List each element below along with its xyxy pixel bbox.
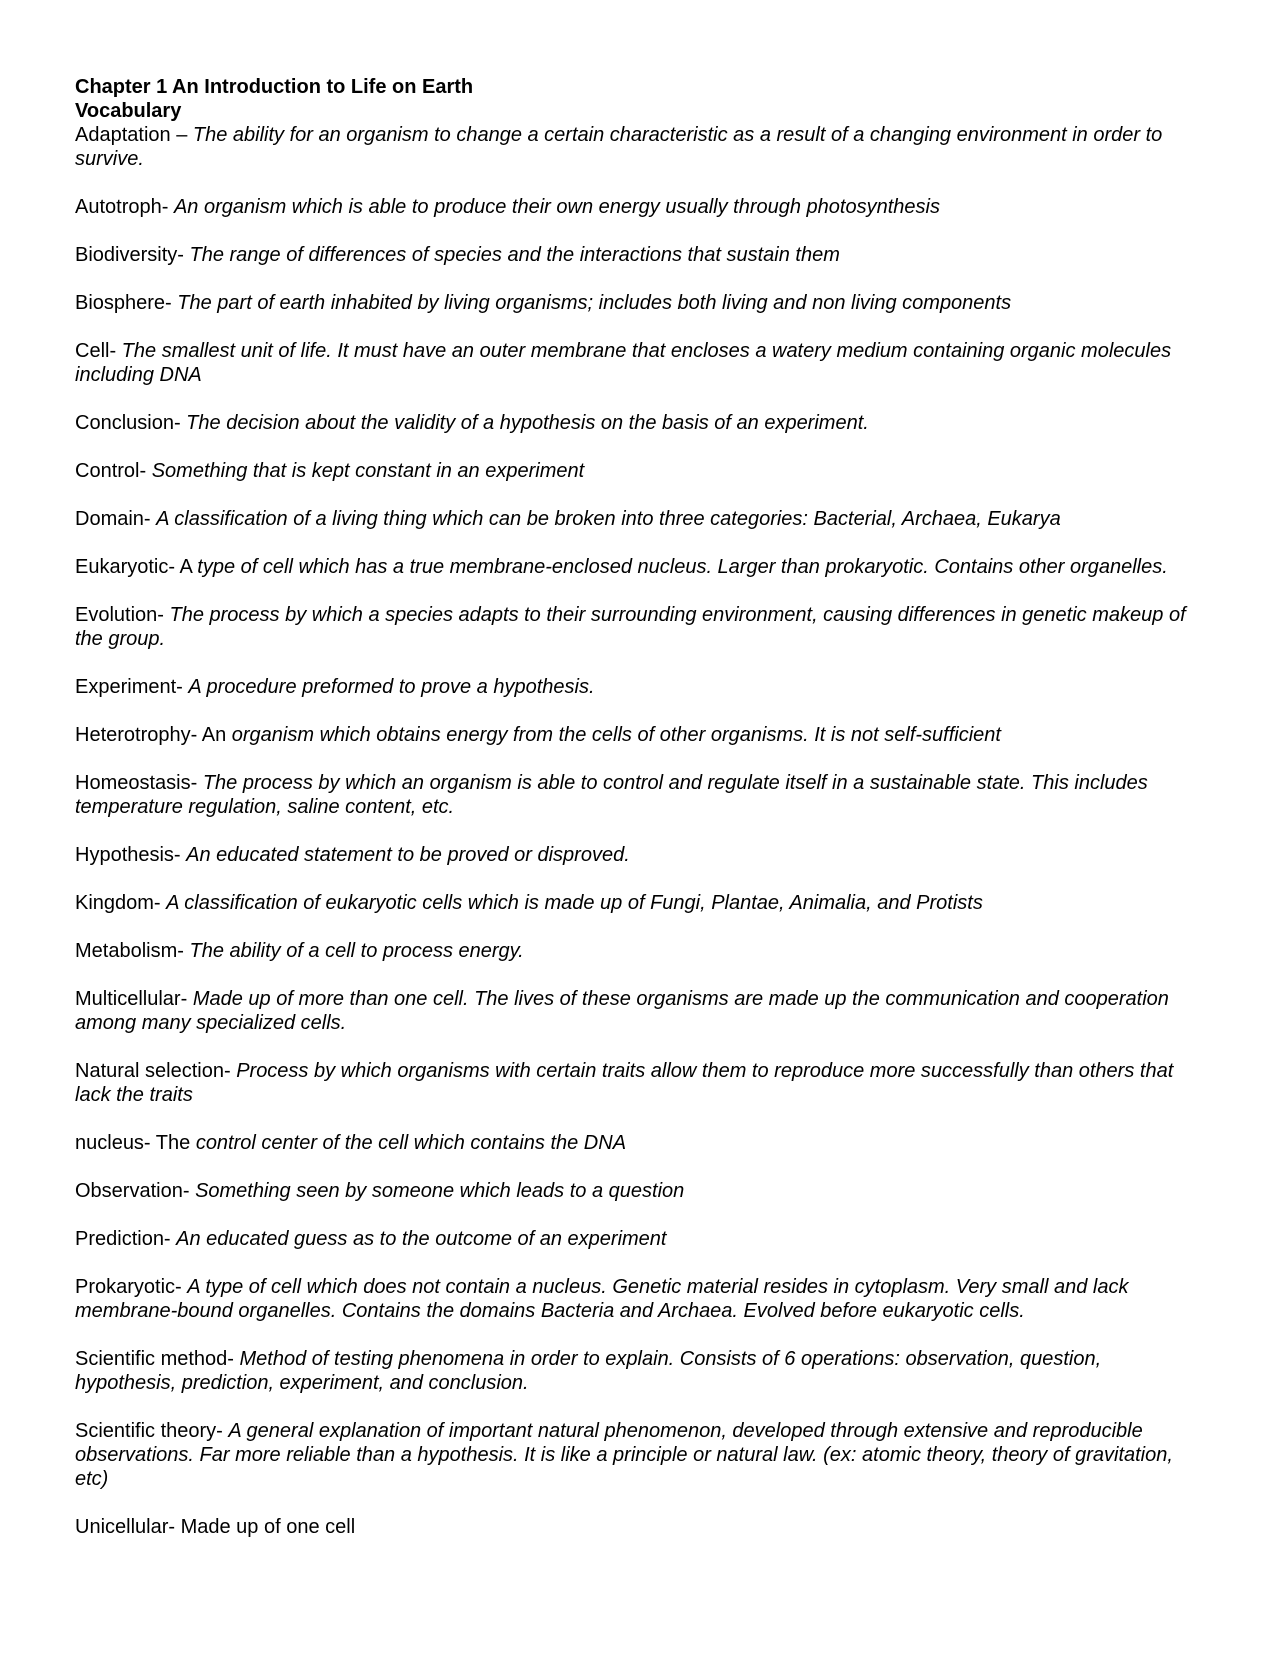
vocabulary-term: Natural selection-	[75, 1060, 237, 1082]
section-heading: Vocabulary	[75, 100, 182, 122]
vocabulary-term: Prokaryotic-	[75, 1276, 188, 1298]
vocabulary-entry	[75, 1419, 1205, 1491]
vocabulary-entry	[75, 507, 1205, 531]
vocabulary-entry	[75, 939, 1205, 963]
vocabulary-term: Prediction-	[75, 1228, 177, 1250]
vocabulary-definition: The process by which a species adapts to their surrounding environment, causing differences in genetic makeup of the group.	[75, 604, 1186, 650]
vocabulary-term: Biodiversity-	[75, 244, 190, 266]
vocabulary-entry	[75, 1515, 1205, 1539]
vocabulary-term: Homeostasis-	[75, 772, 203, 794]
vocabulary-definition: An organism which is able to produce their own energy usually through photosynthesis	[173, 196, 940, 218]
vocabulary-term: Experiment-	[75, 676, 189, 698]
vocabulary-term: Metabolism-	[75, 940, 190, 962]
vocabulary-definition: A classification of a living thing which can be broken into three categories: Bacterial, Archaea, Eukarya	[156, 508, 1061, 530]
vocabulary-entry	[75, 243, 1205, 267]
vocabulary-definition: The part of earth inhabited by living organisms; includes both living and non living components	[177, 292, 1012, 314]
vocabulary-definition: The ability for an organism to change a certain characteristic as a result of a changing environment in order to survive.	[75, 124, 1163, 170]
chapter-title: Chapter 1 An Introduction to Life on Earth	[75, 76, 474, 98]
vocabulary-entry	[75, 1347, 1205, 1395]
vocabulary-entry	[75, 603, 1205, 651]
vocabulary-term: Cell-	[75, 340, 122, 362]
vocabulary-entry	[75, 723, 1205, 747]
vocabulary-entry	[75, 843, 1205, 867]
vocabulary-term: Hypothesis-	[75, 844, 187, 866]
vocabulary-term: Unicellular- Made up of one cell	[75, 1516, 356, 1538]
vocabulary-term: Evolution-	[75, 604, 170, 626]
vocabulary-definition: The ability of a cell to process energy.	[189, 940, 524, 962]
vocabulary-definition: organism which obtains energy from the cells of other organisms. It is not self-sufficient	[231, 724, 1001, 746]
vocabulary-entry	[75, 771, 1205, 819]
vocabulary-term: Biosphere-	[75, 292, 178, 314]
vocabulary-definition: A classification of eukaryotic cells which is made up of Fungi, Plantae, Animalia, and Protists	[166, 892, 983, 914]
vocabulary-definition: A type of cell which does not contain a nucleus. Genetic material resides in cytoplasm. Very small and lack membrane-bound organelles. Contains the domains Bacteria and Archaea. Evolved before eukaryotic cells.	[75, 1276, 1129, 1322]
vocabulary-definition: The decision about the validity of a hypothesis on the basis of an experiment.	[186, 412, 869, 434]
vocabulary-definition: A general explanation of important natural phenomenon, developed through extensive and reproducible observations. Far more reliable than a hypothesis. It is like a principle or natural law. (ex: atomic theory, theory of gravitation, etc)	[75, 1420, 1173, 1490]
vocabulary-term: nucleus- The	[75, 1132, 196, 1154]
vocabulary-term: Observation-	[75, 1180, 196, 1202]
vocabulary-entry	[75, 339, 1205, 387]
vocabulary-term: Heterotrophy- An	[75, 724, 232, 746]
vocabulary-term: Scientific method-	[75, 1348, 240, 1370]
vocabulary-entry	[75, 555, 1205, 579]
vocabulary-definition: Something seen by someone which leads to a question	[195, 1180, 685, 1202]
vocabulary-entry	[75, 459, 1205, 483]
vocabulary-term: Autotroph-	[75, 196, 174, 218]
vocabulary-entry	[75, 1227, 1205, 1251]
vocabulary-definition: A procedure preformed to prove a hypothesis.	[188, 676, 595, 698]
vocabulary-entry	[75, 195, 1205, 219]
vocabulary-term: Scientific theory-	[75, 1420, 229, 1442]
vocabulary-definition: The process by which an organism is able to control and regulate itself in a sustainable state. This includes temperature regulation, saline content, etc.	[75, 772, 1148, 818]
vocabulary-entry	[75, 291, 1205, 315]
vocabulary-definition: Something that is kept constant in an experiment	[151, 460, 585, 482]
vocabulary-term: Kingdom-	[75, 892, 167, 914]
vocabulary-definition: The smallest unit of life. It must have an outer membrane that encloses a watery medium containing organic molecules including DNA	[75, 340, 1172, 386]
vocabulary-entry	[75, 123, 1205, 171]
vocabulary-entry	[75, 1179, 1205, 1203]
vocabulary-definition: type of cell which has a true membrane-enclosed nucleus. Larger than prokaryotic. Contains other organelles.	[197, 556, 1168, 578]
vocabulary-entry	[75, 675, 1205, 699]
vocabulary-entry	[75, 1059, 1205, 1107]
vocabulary-entry	[75, 891, 1205, 915]
vocabulary-list	[75, 123, 1205, 1539]
vocabulary-definition: The range of differences of species and the interactions that sustain them	[189, 244, 840, 266]
vocabulary-definition: An educated statement to be proved or disproved.	[186, 844, 630, 866]
vocabulary-term: Conclusion-	[75, 412, 187, 434]
vocabulary-term: Adaptation –	[75, 124, 193, 146]
vocabulary-term: Domain-	[75, 508, 157, 530]
document-page	[75, 75, 1205, 1563]
vocabulary-entry	[75, 1131, 1205, 1155]
vocabulary-definition: Process by which organisms with certain traits allow them to reproduce more successfully than others that lack the traits	[75, 1060, 1174, 1106]
vocabulary-definition: control center of the cell which contains the DNA	[195, 1132, 627, 1154]
vocabulary-definition: Made up of more than one cell. The lives of these organisms are made up the communication and cooperation among many specialized cells.	[75, 988, 1169, 1034]
vocabulary-definition: An educated guess as to the outcome of an experiment	[176, 1228, 667, 1250]
vocabulary-term: Eukaryotic- A	[75, 556, 198, 578]
vocabulary-entry	[75, 411, 1205, 435]
vocabulary-entry	[75, 1275, 1205, 1323]
vocabulary-term: Control-	[75, 460, 152, 482]
vocabulary-term: Multicellular-	[75, 988, 193, 1010]
vocabulary-definition: Method of testing phenomena in order to explain. Consists of 6 operations: observation, question, hypothesis, prediction, experiment, and conclusion.	[75, 1348, 1102, 1394]
vocabulary-entry	[75, 987, 1205, 1035]
